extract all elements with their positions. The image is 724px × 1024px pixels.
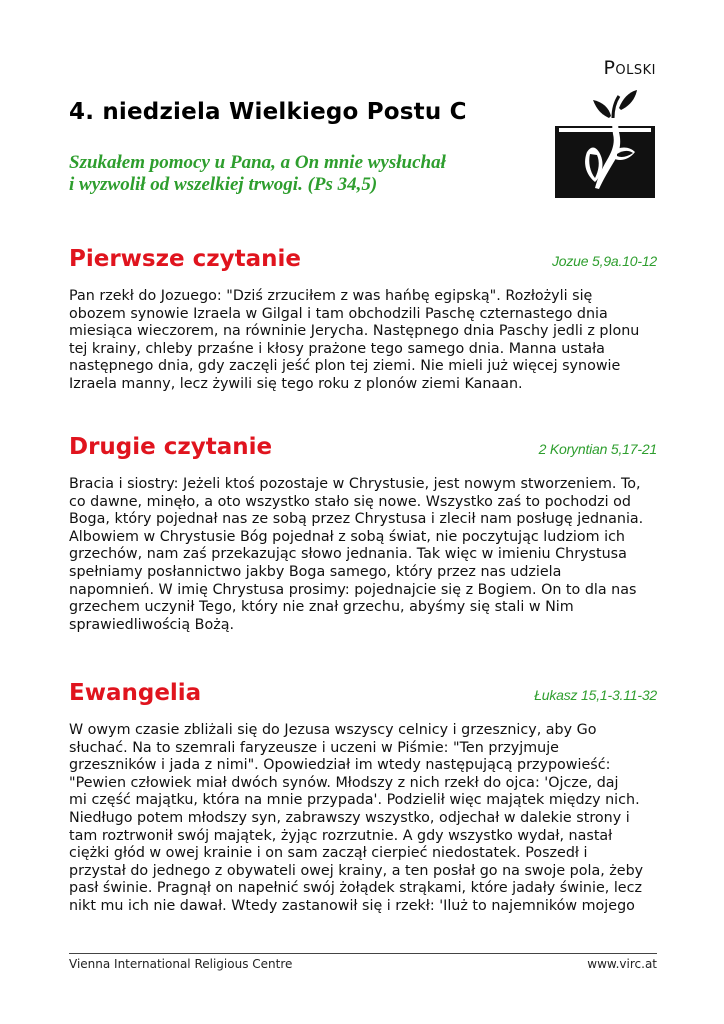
text-line: Izraela manny, lecz żywili się tego roku z plonów ziemi Kanaan. bbox=[69, 375, 523, 392]
text-line: słuchać. Na to szemrali faryzeusze i uczeni w Piśmie: "Ten przyjmuje bbox=[69, 739, 559, 756]
motto-line-2: i wyzwolił od wszelkiej trwogi. (Ps 34,5) bbox=[69, 174, 378, 195]
text-line: "Pewien człowiek miał dwóch synów. Młodszy z nich rzekł do ojca: 'Ojcze, daj bbox=[69, 774, 619, 791]
text-line: obozem synowie Izraela w Gilgal i tam obchodzili Paschę czternastego dnia bbox=[69, 305, 608, 322]
language-label: Polski bbox=[603, 57, 656, 79]
motto bbox=[69, 152, 529, 196]
text-line: sprawiedliwością Bożą. bbox=[69, 616, 235, 633]
text-line: nikt mu ich nie dawał. Wtedy zastanowił się i rzekł: 'Iluż to najemników mojego bbox=[69, 897, 635, 914]
text-line: tej krainy, chleby przaśne i kłosy prażone tego samego dnia. Manna ustała bbox=[69, 340, 605, 357]
text-line: przystał do jednego z obywateli owej krainy, a ten posłał go na swoje pola, żeby bbox=[69, 862, 644, 879]
second-reading-title: Drugie czytanie bbox=[69, 434, 273, 460]
text-line: co dawne, minęło, a oto wszystko stało się nowe. Wszystko zaś to pochodzi od bbox=[69, 493, 632, 510]
motto-line-1: Szukałem pomocy u Pana, a On mnie wysłuchał bbox=[69, 152, 446, 173]
text-line: następnego dnia, gdy zaczęli jeść plon tej ziemi. Nie mieli już więcej synowie bbox=[69, 358, 621, 375]
text-line: grzechów, nam zaś przekazując słowo jednania. Tak więc w imieniu Chrystusa bbox=[69, 546, 627, 563]
text-line: Niedługo potem młodszy syn, zabrawszy wszystko, odjechał w dalekie strony i bbox=[69, 809, 630, 826]
text-line: Albowiem w Chrystusie Bóg pojednał z sobą świat, nie poczytując ludziom ich bbox=[69, 528, 625, 545]
gospel-header bbox=[69, 674, 657, 706]
footer-website-link[interactable]: www.virc.at bbox=[587, 957, 657, 971]
text-line: mi część majątku, która na mnie przypada'. Podzielił więc majątek między nich. bbox=[69, 792, 640, 809]
first-reading-title: Pierwsze czytanie bbox=[69, 246, 301, 272]
text-line: pasł świnie. Pragnął on napełnić swój żołądek strąkami, które jadały świnie, lecz bbox=[69, 880, 642, 897]
seedling-in-pot-icon bbox=[553, 88, 657, 200]
text-line: Pan rzekł do Jozuego: "Dziś zrzuciłem z was hańbę egipską". Rozłożyli się bbox=[69, 288, 593, 304]
text-line: W owym czasie zbliżali się do Jezusa wszyscy celnicy i grzesznicy, aby Go bbox=[69, 722, 597, 738]
text-line: tam roztrwonił swój majątek, żyjąc rozrzutnie. A gdy wszystko wydał, nastał bbox=[69, 827, 613, 844]
text-line: Boga, który pojednał nas ze sobą przez Chrystusa i zlecił nam posługę jednania. bbox=[69, 511, 644, 528]
text-line: grzechem uczynił Tego, który nie znał grzechu, abyśmy się stali w Nim bbox=[69, 599, 574, 616]
text-line: napomnień. W imię Chrystusa prosimy: pojednajcie się z Bogiem. On to dla nas bbox=[69, 581, 637, 598]
text-line: ciężki głód w owej krainie i on sam zaczął cierpieć niedostatek. Poszedł i bbox=[69, 845, 588, 862]
footer-organization: Vienna International Religious Centre bbox=[69, 957, 293, 971]
page-title: 4. niedziela Wielkiego Postu C bbox=[69, 99, 467, 125]
second-reading-header bbox=[69, 428, 657, 460]
text-line: Bracia i siostry: Jeżeli ktoś pozostaje w Chrystusie, jest nowym stworzeniem. To, bbox=[69, 476, 641, 492]
text-line: grzeszników i jada z nimi". Opowiedział im wtedy następującą przypowieść: bbox=[69, 757, 611, 774]
first-reading-reference: Jozue 5,9a.10-12 bbox=[552, 253, 657, 269]
first-reading-header bbox=[69, 240, 657, 272]
gospel-title: Ewangelia bbox=[69, 680, 202, 706]
text-line: miesiąca wieczorem, na równinie Jerycha. Następnego dnia Paschy jedli z plonu bbox=[69, 323, 640, 340]
second-reading-text bbox=[69, 476, 661, 634]
gospel-reference: Łukasz 15,1-3.11-32 bbox=[534, 687, 657, 703]
gospel-text bbox=[69, 722, 661, 916]
first-reading-text bbox=[69, 288, 661, 394]
text-line: spełniamy posłannictwo jakby Boga samego, który przez nas udziela bbox=[69, 563, 562, 580]
footer-divider bbox=[69, 953, 657, 954]
second-reading-reference: 2 Koryntian 5,17-21 bbox=[538, 441, 657, 457]
